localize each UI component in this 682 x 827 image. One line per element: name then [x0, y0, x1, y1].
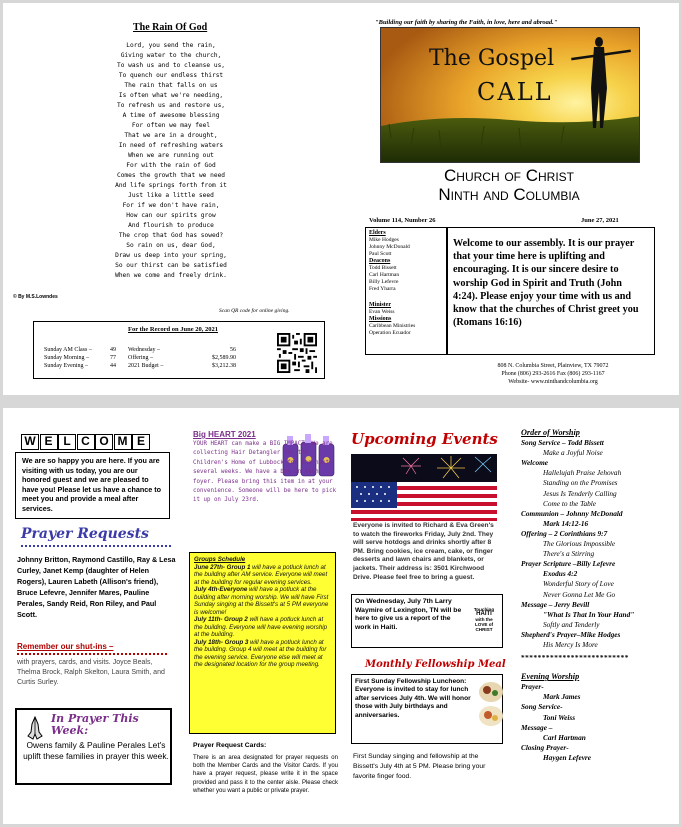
divider — [17, 653, 167, 655]
poem-line: When we come and freely drink. — [115, 272, 227, 279]
welcome-message: Welcome to our assembly. It is our prayer that your time here is uplifting and encouraging. It is our sincere desire to worship God in Spirit and Truth (John 4:24). Please enjoy your time with us and know that the churches of Christ greet you (Romans 16:16) — [447, 227, 655, 355]
issue-date: June 27, 2021 — [581, 217, 619, 224]
qr-code-icon[interactable] — [277, 333, 317, 373]
worship-role: Message – — [521, 722, 553, 732]
group-item-head: July 18th- Group 3 — [194, 638, 249, 646]
group-item-body: will have a potluck lunch at the building. Everyone will have evening worship at the building. — [194, 616, 328, 638]
prayer-requests-list: Johnny Britton, Raymond Castillo, Ray & Lesa Curley, Janet Kemp (daughter of Helen Rogers), Lauren Labeth (Allison's friend), Bruce Lefevre, Jennifer Mares, Pauline Perales, Sandy Reid, Ron Riley, and Paul Scott. — [17, 555, 176, 619]
staff-name: Paul Scott — [369, 251, 392, 257]
street-address: 808 N. Columbia Street, Plainview, TX 79072 — [497, 363, 609, 369]
staff-name: Fred Yharra — [369, 286, 396, 292]
group-item-body: will have a potluck lunch at the building after AM service. Everyone will meet at the building for regular evening services. — [194, 563, 328, 586]
group-item — [194, 586, 331, 616]
welcome-letter-tile: E — [132, 434, 150, 450]
bulletin-front-page — [3, 3, 679, 395]
poem-title: The Rain Of God — [133, 22, 208, 33]
poem-line: Just like a little seed — [128, 192, 214, 199]
poem-line: For with the rain of God — [126, 162, 216, 169]
worship-item: Hallelujah Praise Jehovah — [543, 468, 622, 478]
staff-name: Evan Weiss — [369, 309, 395, 315]
groups-title: Groups Schedule — [194, 556, 246, 563]
staff-name: Carl Hartman — [369, 272, 400, 278]
staff-heading: Missions — [369, 316, 392, 322]
divider — [21, 545, 171, 548]
worship-item: Come to the Table — [543, 498, 597, 508]
record-label: Sunday Morning – — [44, 355, 89, 361]
worship-item: "What Is That In Your Hand" — [543, 609, 635, 619]
website: Website- www.ninthandcolumbia.org — [508, 379, 598, 385]
poem-line: Giving water to the church, — [120, 52, 222, 59]
group-item-head: June 27th- Group 1 — [194, 563, 251, 571]
worship-role: Communion – Johnny McDonald — [521, 508, 623, 518]
flag-fireworks-icon — [351, 454, 497, 521]
worship-role: Prayer Scripture –Billy Lefevre — [521, 559, 616, 569]
fellowship-meal-title: Monthly Fellowship Meal — [365, 659, 506, 670]
shut-ins-list: with prayers, cards, and visits. Joyce Beals, Thelma Brock, Ralph Skelton, Laura Smith, and Curtis Surley. — [17, 659, 165, 686]
worship-role: Song Service – Todd Bissett — [521, 438, 604, 448]
prayer-cards-text: There is an area designated for prayer requests on both the Member Cards and the Visitor Cards. If you have a prayer request, please write it in the space provided and pass it to the center aisle. Please check whether you want a public or private prayer. — [193, 755, 338, 794]
staff-name: Operation Ecuador — [369, 330, 411, 336]
section-divider: ************************** — [521, 653, 629, 663]
staff-heading: Deacons — [369, 258, 391, 264]
order-of-worship — [521, 428, 679, 763]
upcoming-events-title: Upcoming Events — [351, 430, 498, 448]
worship-role: Offering – 2 Corinthians 9:7 — [521, 528, 608, 538]
poem-line: How can our spirits grow — [126, 212, 216, 219]
poem-body — [75, 41, 267, 281]
worship-item: Mark James — [543, 692, 581, 702]
shut-ins-title: Remember our shut-ins – — [17, 642, 114, 651]
volume-number: Volume 114, Number 26 — [369, 217, 436, 224]
haiti-report-text: On Wednesday, July 7th Larry Waymire of Lexington, TN will be here to give us a report of the work in Haiti. — [355, 598, 462, 631]
order-list — [521, 438, 679, 650]
phone-fax: Phone (806) 293-2616 Fax (806) 293-1167 — [501, 371, 605, 377]
worship-item: Wonderful Story of Love — [543, 579, 614, 589]
staff-name: Mike Hodges — [369, 237, 399, 243]
group-item-head: July 11th- Group 2 — [194, 616, 248, 623]
worship-item: There's a Stirring — [543, 549, 595, 559]
poem-line: So rain on us, dear God, — [126, 242, 216, 249]
haiti-logo-line: Touching — [473, 607, 495, 612]
poem-line: To wash us and to cleanse us, — [116, 62, 226, 69]
praying-hands-icon — [25, 716, 45, 740]
poem-line: Is often what we're needing, — [118, 92, 224, 99]
worship-item: Exodus 4:2 — [543, 569, 578, 579]
group-item-head: July 4th-Everyone — [194, 586, 248, 593]
worship-role: Shepherd's Prayer–Mike Hodges — [521, 629, 621, 639]
poem-line: The crop that God has sowed? — [118, 232, 224, 239]
worship-item: Carl Hartman — [543, 732, 586, 742]
staff-name: Caribbean Ministries — [369, 323, 416, 329]
poem-author: © By M.S.Lowndes — [13, 294, 58, 300]
record-label: 2021 Budget – — [128, 363, 164, 369]
worship-role: Closing Prayer- — [521, 742, 569, 752]
gospel-call-banner — [380, 27, 640, 163]
worship-item: Toni Weiss — [543, 712, 576, 722]
fellowship-meal-text: First Sunday Fellowship Luncheon: Everyone is invited to stay for lunch after services July 4th. We will honor those with July birthdays and anniversaries. — [355, 678, 471, 719]
in-prayer-text: Owens family & Pauline Perales Let's uplift these families in prayer this week. — [23, 740, 169, 761]
worship-item: The Glorious Impossible — [543, 539, 616, 549]
poem-line: And life springs forth from it — [115, 182, 227, 189]
worship-item: Never Gonna Let Me Go — [543, 589, 616, 599]
poem-line: To quench our endless thirst — [118, 72, 224, 79]
group-item — [194, 616, 331, 639]
singing-fellowship-text: First Sunday singing and fellowship at the Bissett's July 4th at 5 PM. Please bring your favorite finger food. — [353, 753, 486, 781]
welcome-letter-tile: C — [77, 434, 95, 450]
poem-line: A time of awesome blessing — [122, 112, 220, 119]
food-plate-image — [478, 678, 504, 728]
worship-item: Standing on the Promises — [543, 478, 618, 488]
church-motto: "Building our faith by sharing the Faith, in love, here and abroad." — [375, 19, 558, 26]
worship-item: Mark 14:12-16 — [543, 518, 589, 528]
staff-heading: Elders — [369, 230, 386, 236]
poem-line: For if we don't have rain, — [122, 202, 220, 209]
group-item-body: will have a potluck at the building after morning worship. We will have First Sunday singing at the Bissett's at 5 PM everyone is welcome! — [194, 586, 329, 616]
groups-schedule-box — [189, 552, 336, 734]
worship-item: His Mercy Is More — [543, 639, 598, 649]
staff-name: Todd Bissett — [369, 265, 397, 271]
poem-line: In need of refreshing waters — [118, 142, 224, 149]
welcome-letter-tile: O — [95, 434, 113, 450]
worship-item: Softly and Tenderly — [543, 619, 600, 629]
haiti-logo-line: CHRIST — [475, 627, 493, 632]
poem-line: Lord, you send the rain, — [126, 42, 216, 49]
church-name: Church of Christ — [444, 166, 574, 185]
poem-line: Comes the growth that we need — [116, 172, 226, 179]
staff-directory — [365, 227, 447, 355]
group-item — [194, 639, 331, 669]
record-value: 56 — [230, 347, 236, 353]
staff-heading: Minister — [369, 302, 391, 308]
record-value: 77 — [110, 355, 116, 361]
record-label: Sunday Evening – — [44, 363, 88, 369]
worship-role: Welcome — [521, 458, 549, 468]
worship-role: Message – Jerry Bevill — [521, 599, 590, 609]
evening-title: Evening Worship — [521, 672, 580, 682]
worship-role: Song Service- — [521, 702, 563, 712]
contact-info — [453, 362, 653, 386]
record-label: Wednesday – — [128, 347, 161, 353]
poem-line: So our thirst can be satisfied — [115, 262, 227, 269]
banner-title-line2: CALL — [477, 78, 553, 106]
staff-name: Johnny McDonald — [369, 244, 410, 250]
worship-role: Prayer- — [521, 682, 544, 692]
poem-line: When we are running out — [128, 152, 214, 159]
poem-line: To refresh us and restore us, — [116, 102, 226, 109]
poem-line: That we are in a drought, — [124, 132, 218, 139]
haiti-logo-line: with the — [475, 617, 493, 622]
record-label: Offering – — [128, 355, 154, 361]
qr-scan-note: Scan QR code for online giving. — [219, 308, 290, 314]
record-title: For the Record on June 20, 2021 — [128, 326, 218, 333]
welcome-letter-tile: E — [40, 434, 58, 450]
record-value: 44 — [110, 363, 116, 369]
attendance-record-box — [33, 321, 325, 379]
group-item — [194, 564, 331, 587]
in-prayer-title: In Prayer This Week: — [51, 712, 139, 737]
haiti-report-box — [351, 594, 503, 648]
welcome-letter-tile: W — [21, 434, 39, 450]
welcome-letter-tile: M — [114, 434, 132, 450]
welcome-banner — [21, 432, 166, 450]
haiti-logo — [468, 607, 500, 637]
worship-item: Make a Joyful Noise — [543, 448, 603, 458]
record-value: 49 — [110, 347, 116, 353]
poem-line: And flourish to produce — [128, 222, 214, 229]
record-label: Sunday AM Class – — [44, 347, 92, 353]
order-title: Order of Worship — [521, 428, 580, 437]
record-value: $3,212.38 — [212, 363, 236, 369]
fireworks-event-text: Everyone is invited to Richard & Eva Green's to watch the fireworks Friday, July 2nd. They will serve hotdogs and drinks shortly after 8 PM. Bring cookies, ice cream, cake, or finger desserts and lawn chairs and blankets, or jackets. Their address is: 3501 Kirchwood Drive. Please feel free to bring a guest. — [353, 522, 494, 581]
flag-fireworks-image — [351, 454, 497, 521]
big-heart-title: Big HEART 2021 — [193, 430, 256, 439]
staff-name: Billy Lefevre — [369, 279, 399, 285]
haiti-logo-line: LOVE of — [474, 622, 494, 627]
prayer-requests-title: Prayer Requests — [21, 526, 149, 542]
church-location: Ninth and Columbia — [438, 185, 580, 204]
worship-item: Jesus Is Tenderly Calling — [543, 488, 617, 498]
record-value: $2,589.90 — [212, 355, 236, 361]
prayer-cards-title: Prayer Request Cards: — [193, 742, 267, 749]
evening-list — [521, 682, 679, 763]
haiti-logo-line: HAITI — [476, 611, 492, 617]
poem-line: The rain that falls on us — [124, 82, 218, 89]
in-prayer-this-week-box — [15, 708, 172, 785]
poem-line: For often we may feel — [131, 122, 211, 129]
welcome-letter-tile: L — [58, 434, 76, 450]
bulletin-inside-page — [3, 408, 679, 824]
group-item-body: will have a potluck lunch at the building. Group 4 will meet at the building for the evening service. Everyone else will meet at the designated location for the group meeting. — [194, 638, 327, 668]
poem-line: Draw us deep into your spring, — [115, 252, 227, 259]
big-heart-text: YOUR HEART can make a BIG IMPACT. We are collecting Hair Detangler for the Children's Home of Lubbock for the next several weeks. We have a box in each foyer. Please bring this item in at your convenience. Someone will be here to pick it up on July 23rd. — [193, 441, 337, 504]
visitor-welcome-text: We are so happy you are here. If you are visiting with us today, you are our honored guest and we are pleased to have you! Please let us have a chance to meet you and provide a meal after services. — [15, 452, 170, 519]
fellowship-meal-box — [351, 674, 503, 744]
banner-title-line1: The Gospel — [429, 46, 555, 71]
worship-item: Haygen Lefevre — [543, 752, 592, 762]
